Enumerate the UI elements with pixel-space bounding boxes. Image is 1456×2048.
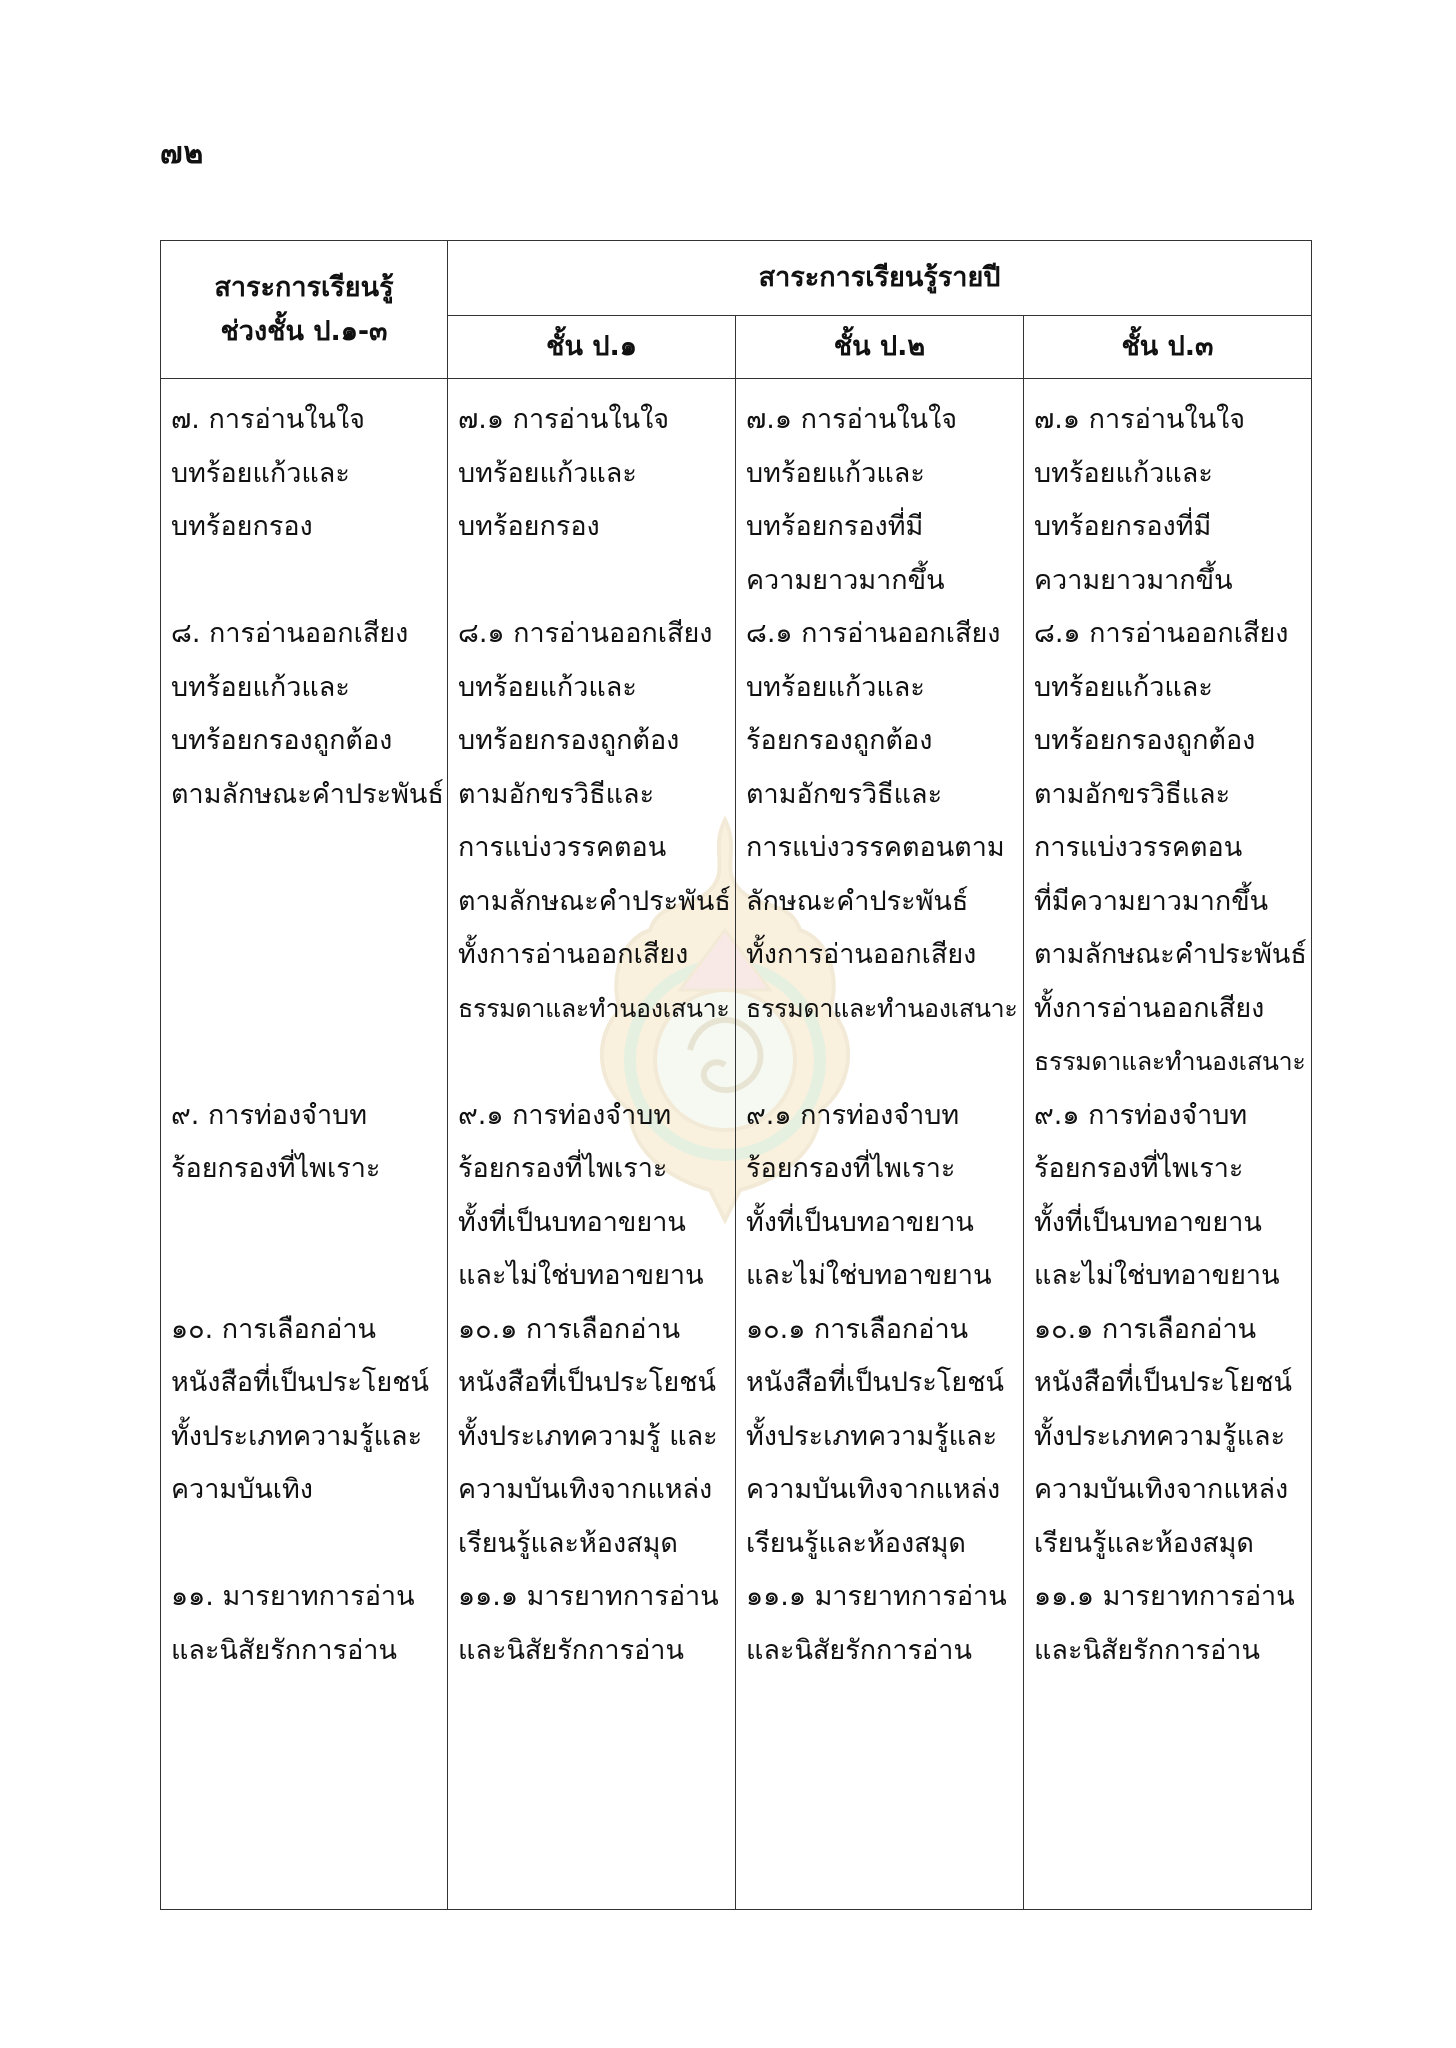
topic-line: ๗.๑ การอ่านในใจ [458, 404, 670, 435]
topic-line: บทร้อยแก้วและ [1034, 457, 1213, 489]
topic-line: ๘. การอ่านออกเสียง [171, 618, 409, 649]
topic-line: เรียนรู้และห้องสมุด [746, 1527, 966, 1559]
topic-line: หนังสือที่เป็นประโยชน์ [458, 1367, 717, 1398]
topic-line: และนิสัยรักการอ่าน [746, 1634, 972, 1666]
topic-block [171, 393, 447, 607]
header-grade-1: ชั้น ป.๑ [448, 316, 736, 379]
topic-line: และนิสัยรักการอ่าน [171, 1634, 397, 1666]
topic-line: บทร้อยกรองถูกต้อง [458, 725, 680, 756]
topic-line: การแบ่งวรรคตอนตาม [746, 832, 1005, 863]
topic-block [458, 1089, 735, 1303]
topic-line: บทร้อยกรองถูกต้อง [171, 725, 393, 756]
column-strand-range [161, 379, 448, 1910]
topic-line: การแบ่งวรรคตอน [458, 832, 667, 863]
topic-block [171, 1570, 447, 1677]
topic-line: บทร้อยกรองที่มี [1034, 511, 1212, 542]
column-grade-1 [448, 379, 736, 1910]
topic-block [1034, 393, 1311, 607]
topic-line: ร้อยกรองที่ไพเราะ [1034, 1153, 1244, 1184]
topic-line: บทร้อยกรอง [171, 511, 313, 542]
topic-line: ทั้งประเภทความรู้ และ [458, 1420, 718, 1452]
topic-line: ๑๑.๑ มารยาทการอ่าน [746, 1581, 1007, 1612]
topic-line: ความบันเทิง [171, 1474, 313, 1505]
topic-line: ความบันเทิงจากแหล่ง [1034, 1474, 1289, 1505]
topic-line: บทร้อยแก้วและ [458, 671, 637, 703]
topic-line: ๙.๑ การท่องจำบท [458, 1099, 672, 1131]
topic-block [746, 607, 1023, 1089]
topic-block [458, 393, 735, 607]
topic-block [746, 393, 1023, 607]
topic-line: เรียนรู้และห้องสมุด [1034, 1527, 1254, 1559]
topic-line: ทั้งประเภทความรู้และ [1034, 1420, 1286, 1452]
topic-block [171, 607, 447, 1089]
topic-line: บทร้อยแก้วและ [1034, 671, 1213, 703]
topic-block [746, 1089, 1023, 1303]
header-strand-line1: สาระการเรียนรู้ [214, 271, 394, 303]
column-grade-3 [1024, 379, 1312, 1910]
topic-line: บทร้อยแก้วและ [171, 457, 350, 489]
topic-line: หนังสือที่เป็นประโยชน์ [1034, 1367, 1293, 1398]
topic-line: ๙. การท่องจำบท [171, 1099, 368, 1131]
topic-line: และไม่ใช่บทอาขยาน [1034, 1260, 1280, 1291]
topic-line: ร้อยกรองที่ไพเราะ [746, 1153, 956, 1184]
topic-line: ๑๐.๑ การเลือกอ่าน [458, 1313, 681, 1345]
topic-line: ทั้งการอ่านออกเสียง [1034, 992, 1265, 1024]
topic-line: ทั้งการอ่านออกเสียง [458, 939, 689, 970]
topic-line: ตามลักษณะคำประพันธ์ [171, 778, 444, 810]
topic-line: บทร้อยแก้วและ [171, 671, 350, 703]
topic-line: ลักษณะคำประพันธ์ [746, 885, 969, 917]
topic-line: ตามลักษณะคำประพันธ์ [458, 885, 731, 917]
topic-line: ความบันเทิงจากแหล่ง [746, 1474, 1001, 1505]
topic-line: หนังสือที่เป็นประโยชน์ [171, 1367, 430, 1398]
topic-line: และไม่ใช่บทอาขยาน [458, 1260, 704, 1291]
topic-line: บทร้อยแก้วและ [746, 457, 925, 489]
topic-line: ตามอักขรวิธีและ [458, 778, 655, 810]
topic-line: ทั้งที่เป็นบทอาขยาน [1034, 1206, 1262, 1238]
topic-line: ความยาวมากขึ้น [1034, 564, 1233, 596]
header-strand-range [161, 241, 448, 379]
topic-line: ๑๑. มารยาทการอ่าน [171, 1581, 415, 1612]
topic-line: การแบ่งวรรคตอน [1034, 832, 1243, 863]
topic-line: ธรรมดาและทำนองเสนาะ [746, 993, 1018, 1023]
topic-line: ร้อยกรองที่ไพเราะ [171, 1153, 381, 1184]
curriculum-table [160, 240, 1312, 1910]
topic-line: ๑๐.๑ การเลือกอ่าน [1034, 1313, 1257, 1345]
topic-line: ทั้งที่เป็นบทอาขยาน [458, 1206, 686, 1238]
topic-line: ร้อยกรองถูกต้อง [746, 725, 933, 756]
topic-line: ๘.๑ การอ่านออกเสียง [458, 618, 713, 649]
topic-line: ๗. การอ่านในใจ [171, 404, 365, 435]
topic-line: บทร้อยกรองที่มี [746, 511, 924, 542]
column-grade-2 [736, 379, 1024, 1910]
topic-block [746, 1570, 1023, 1677]
topic-block [746, 1303, 1023, 1571]
topic-line: บทร้อยแก้วและ [458, 457, 637, 489]
topic-line: ๙.๑ การท่องจำบท [746, 1099, 960, 1131]
topic-line: บทร้อยกรอง [458, 511, 600, 542]
topic-line: ๑๐.๑ การเลือกอ่าน [746, 1313, 969, 1345]
header-grade-3: ชั้น ป.๓ [1024, 316, 1312, 379]
topic-line: ๘.๑ การอ่านออกเสียง [1034, 618, 1289, 649]
page-number: ๗๒ [160, 136, 205, 171]
topic-line: ความบันเทิงจากแหล่ง [458, 1474, 713, 1505]
header-strand-line2: ช่วงชั้น ป.๑-๓ [220, 315, 388, 347]
header-yearly: สาระการเรียนรู้รายปี [448, 241, 1312, 316]
topic-line: ๙.๑ การท่องจำบท [1034, 1099, 1248, 1131]
topic-line: ธรรมดาและทำนองเสนาะ [458, 993, 730, 1023]
topic-block [1034, 1570, 1311, 1677]
topic-line: เรียนรู้และห้องสมุด [458, 1527, 678, 1559]
topic-block [458, 607, 735, 1089]
topic-line: ตามอักขรวิธีและ [746, 778, 943, 810]
topic-line: ร้อยกรองที่ไพเราะ [458, 1153, 668, 1184]
topic-line: และนิสัยรักการอ่าน [1034, 1634, 1260, 1666]
topic-line: ๑๐. การเลือกอ่าน [171, 1313, 376, 1345]
topic-line: ที่มีความยาวมากขึ้น [1034, 885, 1269, 917]
topic-line: หนังสือที่เป็นประโยชน์ [746, 1367, 1005, 1398]
topic-block [1034, 1303, 1311, 1571]
topic-line: บทร้อยแก้วและ [746, 671, 925, 703]
topic-line: ทั้งประเภทความรู้และ [171, 1420, 423, 1452]
topic-line: ทั้งการอ่านออกเสียง [746, 939, 977, 970]
topic-line: ตามอักขรวิธีและ [1034, 778, 1231, 810]
topic-line: และนิสัยรักการอ่าน [458, 1634, 684, 1666]
topic-line: ๗.๑ การอ่านในใจ [1034, 404, 1246, 435]
topic-block [171, 1303, 447, 1571]
topic-line: ธรรมดาและทำนองเสนาะ [1034, 1047, 1306, 1076]
topic-line: ตามลักษณะคำประพันธ์ [1034, 939, 1307, 970]
topic-block [171, 1089, 447, 1303]
topic-line: ๑๑.๑ มารยาทการอ่าน [1034, 1581, 1295, 1612]
topic-line: บทร้อยกรองถูกต้อง [1034, 725, 1256, 756]
header-grade-2: ชั้น ป.๒ [736, 316, 1024, 379]
topic-line: ๘.๑ การอ่านออกเสียง [746, 618, 1001, 649]
topic-block [458, 1303, 735, 1571]
topic-block [458, 1570, 735, 1677]
topic-line: ทั้งประเภทความรู้และ [746, 1420, 998, 1452]
topic-block [1034, 607, 1311, 1089]
topic-line: ทั้งที่เป็นบทอาขยาน [746, 1206, 974, 1238]
topic-line: ๑๑.๑ มารยาทการอ่าน [458, 1581, 719, 1612]
topic-line: ความยาวมากขึ้น [746, 564, 945, 596]
topic-line: ๗.๑ การอ่านในใจ [746, 404, 958, 435]
topic-block [1034, 1089, 1311, 1303]
topic-line: และไม่ใช่บทอาขยาน [746, 1260, 992, 1291]
